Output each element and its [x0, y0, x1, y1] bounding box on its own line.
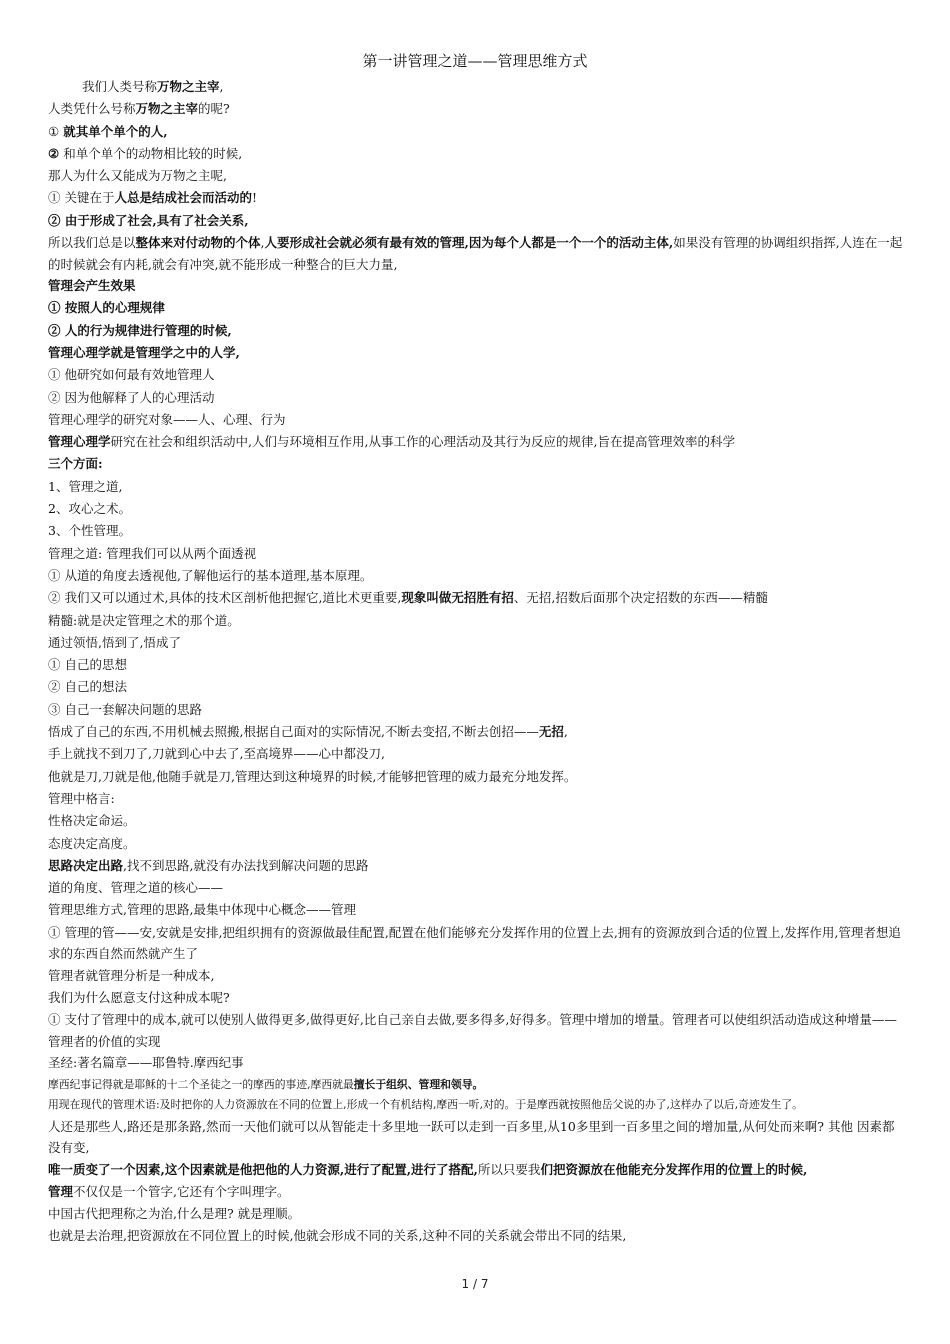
paragraph	[48, 98, 903, 120]
text-run: 如果没有管理的协调组织指挥,人连在一起的时候就会有内耗,就会有冲突,就不能形成一种整合的巨大力量,	[48, 235, 903, 272]
text-run: ② 自己的想法	[48, 679, 127, 695]
paragraph	[48, 922, 903, 965]
text-run: ①	[48, 123, 64, 139]
paragraph	[48, 721, 903, 743]
paragraph	[48, 342, 903, 364]
paragraph	[48, 364, 903, 386]
paragraph	[48, 210, 903, 232]
text-run: ,	[563, 724, 568, 740]
paragraph	[48, 476, 903, 498]
text-run: 圣经:著名篇章——耶鲁特.摩西纪事	[48, 1055, 244, 1071]
paragraph	[48, 320, 903, 342]
paragraph	[48, 654, 903, 676]
text-run: 管理中格言:	[48, 790, 115, 806]
text-run: 人类凭什么号称	[48, 101, 136, 117]
text-run: 摩西纪事记得就是耶稣的十二个圣徒之一的摩西的事迹,摩西就最	[48, 1077, 354, 1091]
paragraph	[48, 632, 903, 654]
paragraph	[48, 543, 903, 565]
text-run: 精髓:就是决定管理之术的那个道。	[48, 612, 240, 628]
text-run: 管理者就管理分析是一种成本,	[48, 967, 215, 983]
paragraph	[48, 1095, 903, 1116]
text-run: 中国古代把理称之为治,什么是理? 就是理顺。	[48, 1206, 301, 1222]
text-run: ,找不到思路,就没有办法找到解决问题的思路	[123, 857, 369, 873]
text-run: 人还是那些人,路还是那条路,然而一天他们就可以从智能走十多里地一跃可以走到一百多里,从10多里到一百多里之间的增加量,从何处而来啊? 其他 因素都没有变,	[48, 1118, 895, 1156]
paragraph	[48, 699, 903, 721]
text-run: 2、攻心之术。	[48, 501, 131, 517]
paragraph	[48, 187, 903, 209]
text-run: ① 管理的管——安,安就是安排,把组织拥有的资源做最佳配置,配置在他们能够充分发挥作用的位置上去,拥有的资源放到合适的位置上,发挥作用,管理者想追求的东西自然而然就产生了	[48, 924, 901, 962]
paragraph	[48, 431, 903, 453]
paragraph	[48, 498, 903, 520]
text-run: 性格决定命运。	[48, 813, 136, 829]
paragraph	[48, 275, 903, 297]
bold-text: 现象叫做无招胜有招	[401, 590, 514, 606]
paragraph	[48, 743, 903, 765]
paragraph	[48, 987, 903, 1009]
text-run: ② 我们又可以通过术,具体的技术区剖析他把握它,道比术更重要,	[48, 590, 402, 606]
bold-text: 管理心理学就是管理学之中的人学,	[48, 344, 240, 360]
text-run: ③ 自己一套解决问题的思路	[48, 701, 202, 717]
paragraph	[48, 409, 903, 431]
text-run: 和单个单个的动物相比较的时候,	[59, 145, 243, 161]
text-run: 所以我们总是以	[48, 235, 136, 251]
text-run: 、无招,招数后面那个决定招数的东西——精髓	[513, 590, 768, 606]
paragraph	[48, 833, 903, 855]
text-run: ① 他研究如何最有效地管理人	[48, 367, 215, 383]
paragraph	[48, 855, 903, 877]
text-run: 态度决定高度。	[48, 835, 136, 851]
paragraph	[48, 297, 903, 319]
bold-text: ② 人的行为规律进行管理的时候,	[48, 322, 232, 338]
text-run: 我们为什么愿意支付这种成本呢?	[48, 989, 230, 1005]
bold-text: 三个方面:	[48, 456, 103, 472]
paragraph	[48, 766, 903, 788]
paragraph	[48, 1203, 903, 1225]
text-run: 管理思维方式,管理的思路,最集中体现中心概念——管理	[48, 902, 356, 918]
bold-text: 们把资源放在他能充分发挥作用的位置上的时候,	[540, 1161, 808, 1177]
text-run: 悟成了自己的东西,不用机械去照搬,根据自己面对的实际情况,不断去变招,不断去创招——	[48, 724, 539, 740]
paragraph	[48, 121, 903, 143]
paragraph	[48, 143, 903, 165]
text-run: 我们人类号称	[82, 79, 158, 94]
paragraph	[48, 1075, 903, 1096]
paragraph	[48, 76, 903, 98]
paragraph	[48, 1225, 903, 1247]
bold-text: 擅长于组织、管理和领导。	[353, 1077, 484, 1091]
bold-text: 万物之主宰	[135, 101, 199, 117]
bold-text: 管理会产生效果	[48, 278, 136, 294]
bold-text: ②	[48, 145, 60, 161]
text-run: !	[252, 190, 258, 206]
bold-text: ① 按照人的心理规律	[48, 300, 165, 316]
paragraph	[48, 1116, 903, 1159]
paragraph	[48, 877, 903, 899]
text-run: 手上就找不到刀了,刀就到心中去了,至高境界——心中都没刀,	[48, 746, 385, 762]
document-title: 第一讲管理之道——管理思维方式	[362, 52, 588, 70]
paragraph	[48, 676, 903, 698]
paragraph	[48, 1009, 903, 1052]
text-run: ① 关键在于	[48, 190, 115, 206]
paragraph	[48, 788, 903, 810]
bold-text: 整体来对付动物的个体	[135, 235, 261, 251]
paragraph	[48, 232, 903, 275]
paragraph	[48, 899, 903, 921]
bold-text: 唯一质变了一个因素,这个因素就是他把他的人力资源,进行了配置,进行了搭配,	[48, 1161, 478, 1177]
text-run: 他就是刀,刀就是他,他随手就是刀,管理达到这种境界的时候,才能够把管理的威力最充分地发挥。	[48, 768, 577, 784]
bold-text: 万物之主宰	[157, 79, 220, 94]
text-run: 3、个性管理。	[48, 523, 131, 539]
text-run: 道的角度、管理之道的核心——	[48, 880, 224, 896]
paragraph	[48, 453, 903, 475]
text-run: ,	[260, 235, 265, 251]
text-run: ① 从道的角度去透视他,了解他运行的基本道理,基本原理。	[48, 567, 373, 583]
paragraph	[48, 165, 903, 187]
paragraph	[48, 610, 903, 632]
paragraph	[48, 587, 903, 609]
text-run: ① 自己的思想	[48, 657, 127, 673]
text-run: 研究在社会和组织活动中,人们与环境相互作用,从事工作的心理活动及其行为反应的规律,旨在提高管理效率的科学	[110, 434, 735, 450]
paragraph	[48, 965, 903, 987]
paragraph	[48, 565, 903, 587]
paragraph	[48, 1052, 903, 1074]
bold-text: ② 由于形成了社会,具有了社会关系,	[48, 212, 249, 228]
bold-text: 无招	[538, 724, 564, 740]
bold-text: 思路决定出路	[48, 857, 124, 873]
text-run: 不仅仅是一个管字,它还有个字叫理字。	[73, 1183, 290, 1199]
text-run: 通过领悟,悟到了,悟成了	[48, 634, 181, 650]
bold-text: 管理心理学	[48, 434, 111, 450]
text-run: 所以只要我	[477, 1161, 541, 1177]
text-run: ① 支付了管理中的成本,就可以使别人做得更多,做得更好,比自己亲自去做,要多得多,好得多。管理中增加的增量。管理者可以使组织活动造成这种增量——管理者的价值的实现	[48, 1012, 897, 1049]
document-body	[48, 76, 903, 1248]
bold-text: 就其单个单个的人,	[63, 123, 168, 139]
paragraph	[48, 1181, 903, 1203]
text-run: 1、管理之道,	[48, 478, 123, 494]
page-indicator: 1 / 7	[461, 1277, 489, 1291]
paragraph	[48, 810, 903, 832]
paragraph	[48, 520, 903, 542]
text-run: 那人为什么又能成为万物之主呢,	[48, 168, 227, 184]
paragraph	[48, 1159, 903, 1181]
text-run: 的呢?	[198, 101, 230, 117]
text-run: 也就是去治理,把资源放在不同位置上的时候,他就会形成不同的关系,这种不同的关系就会带出不同的结果,	[48, 1228, 627, 1244]
paragraph	[48, 387, 903, 409]
text-run: 管理心理学的研究对象——人、心理、行为	[48, 411, 286, 427]
bold-text: 管理	[48, 1183, 74, 1199]
text-run: ② 因为他解释了人的心理活动	[48, 389, 215, 405]
bold-text: 人总是结成社会而活动的	[114, 190, 252, 206]
text-run: 用现在现代的管理术语:及时把你的人力资源放在不同的位置上,形成一个有机结构,摩西一听,对的。于是摩西就按照他岳父说的办了,这样办了以后,奇迹发生了。	[48, 1098, 803, 1112]
text-run: 管理之道: 管理我们可以从两个面透视	[48, 545, 257, 561]
bold-text: 人要形成社会就必须有最有效的管理,因为每个人都是一个一个的活动主体,	[264, 235, 674, 251]
text-run: ,	[219, 79, 224, 94]
